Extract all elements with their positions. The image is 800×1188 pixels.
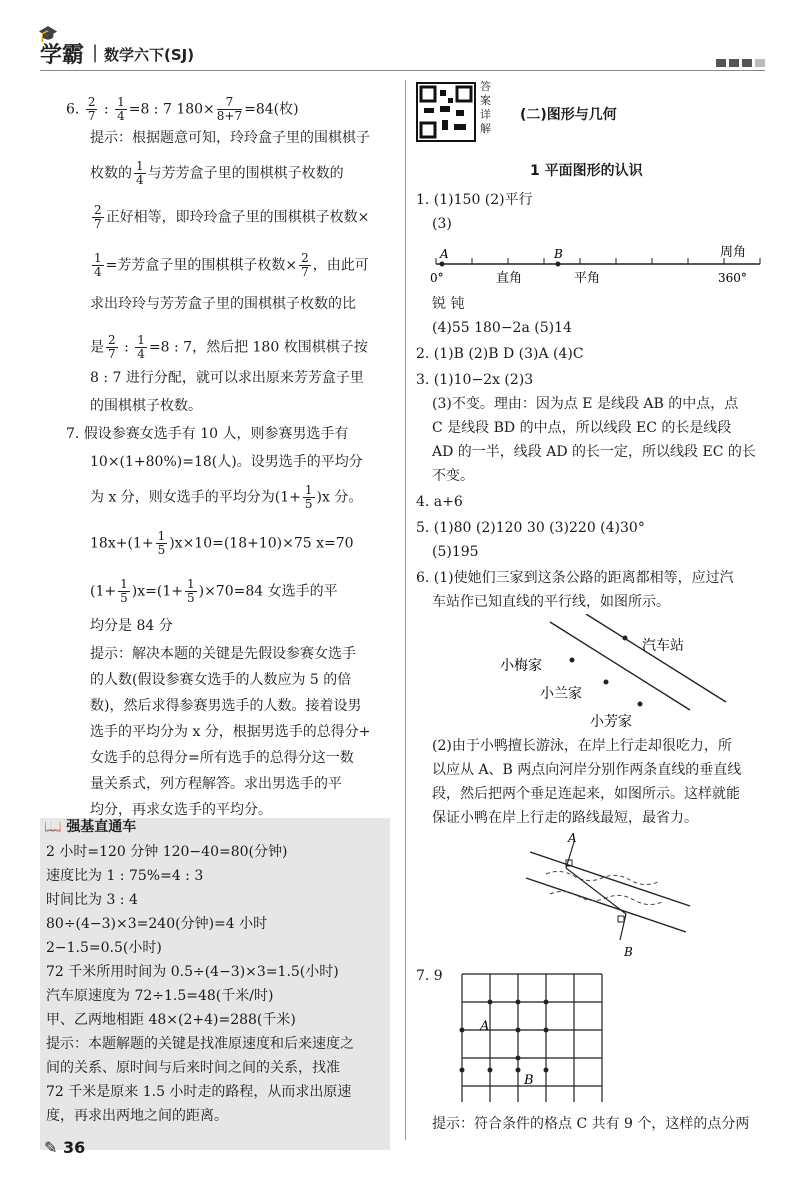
fraction: $\frac{7}{8+7}$ [216, 95, 243, 123]
point-bus [623, 636, 628, 641]
point-mei [570, 658, 575, 663]
hint-text: $\frac{1}{4}$ =芳芳盒子里的围棋棋子枚数× $\frac{2}{7}$ ，由此可 [94, 251, 369, 279]
answer-line: (4)55 180−2a (5)14 [432, 320, 572, 336]
hint-text: 量关系式，列方程解答。求出男选手的平 [90, 776, 342, 792]
svg-text:小梅家: 小梅家 [500, 658, 542, 674]
column-divider [405, 80, 406, 1140]
hint-text: 提示：解决本题的关键是先假设参赛女选手 [90, 646, 356, 662]
qr-code[interactable] [416, 82, 476, 142]
hint-text: 的人数(假设参赛女选手的人数应为 5 的倍 [90, 672, 352, 688]
svg-text:汽车站: 汽车站 [642, 638, 684, 654]
section-title: (二)图形与几何 [520, 107, 617, 123]
header-rule [40, 70, 765, 71]
grid-diagram [458, 970, 610, 1108]
answer-line: 4. a+6 [416, 494, 463, 510]
answer-line: (5)195 [432, 544, 479, 560]
box-line: 速度比为 1 : 75%=4 : 3 [46, 868, 204, 884]
answer-line: 保证小鸭在岸上行走的路线最短，最省力。 [432, 810, 698, 826]
qr-label: 答案详解 [480, 80, 491, 135]
header-separator: | [92, 42, 99, 63]
fraction: $\frac{2}{7}$ [87, 95, 96, 123]
hint-text: $\frac{2}{7}$ 正好相等，即玲玲盒子里的围棋棋子枚数× [94, 203, 370, 231]
box-line: 提示：本题解题的关键是找准原速度和后来速度之 [46, 1036, 354, 1052]
answer-line: 不变。 [432, 468, 474, 484]
hint-text: 求出玲玲与芳芳盒子里的围棋棋子枚数的比 [90, 296, 356, 312]
hint-text: 女选手的总得分=所有选手的总得分这一数 [90, 750, 354, 766]
box-title: 📖 强基直通车 [44, 819, 137, 835]
angle-number-line [420, 244, 780, 290]
point-lan [604, 680, 609, 685]
box-line: 时间比为 3 : 4 [46, 892, 138, 908]
q6-answer: 6. $\frac{2}{7}$ : $\frac{1}{4}$ =8 : 7 180× $\frac{7}{8+7}$ =84(枚) [66, 95, 299, 123]
hint-text: 均分，再求女选手的平均分。 [90, 802, 272, 818]
answer-line: 以应从 A、B 两点向河岸分别作两条直线的垂直线 [432, 762, 742, 778]
subsection-title: 1 平面图形的认识 [530, 163, 643, 179]
box-line: 间的关系、原时间与后来时间之间的关系，找准 [46, 1060, 340, 1076]
q7-line: 10×(1+80%)=18(人)。设男选手的平均分 [90, 454, 363, 470]
box-line: 72 千米是原来 1.5 小时走的路程，从而求出原速 [46, 1084, 352, 1100]
answer-line: (3)不变。理由：因为点 E 是线段 AB 的中点，点 [432, 396, 739, 412]
svg-text:小兰家: 小兰家 [540, 686, 582, 702]
hint-text: 是 $\frac{2}{7}$ : $\frac{1}{4}$ =8 : 7，然后把 180 枚围棋棋子按 [90, 333, 368, 361]
point-a [440, 262, 445, 267]
answer-line: 车站作已知直线的平行线，如图所示。 [432, 594, 670, 610]
svg-text:360°: 360° [718, 271, 747, 285]
graduation-cap-icon: 🎓 [38, 24, 58, 43]
box-line: 度，再求出两地之间的距离。 [46, 1108, 228, 1124]
box-line: 甲、乙两地相距 48×(2+4)=288(千米) [46, 1012, 296, 1028]
point-b [556, 262, 561, 267]
page-header [38, 24, 765, 68]
q7-line: 为 x 分，则女选手的平均分为(1+ $\frac{1}{5}$ )x 分。 [90, 483, 363, 511]
answer-line: 1. (1)150 (2)平行 [416, 192, 533, 208]
svg-text:B: B [554, 247, 563, 261]
box-line: 汽车原速度为 72÷1.5=48(千米/时) [46, 988, 274, 1004]
q7-line: 7. 假设参赛女选手有 10 人，则参赛男选手有 [66, 426, 349, 442]
answer-line: 5. (1)80 (2)120 30 (3)220 (4)30° [416, 520, 645, 536]
box-line: 72 千米所用时间为 0.5÷(4−3)×3=1.5(小时) [46, 964, 339, 980]
box-line: 2−1.5=0.5(小时) [46, 940, 162, 956]
svg-text:A: A [568, 831, 577, 845]
road-parallel-diagram [490, 614, 730, 732]
hint-text: 枚数的 $\frac{1}{4}$ 与芳芳盒子里的围棋棋子枚数的 [90, 159, 344, 187]
answer-line: 提示：符合条件的格点 C 共有 9 个，这样的点分两 [432, 1116, 750, 1132]
page-number: ✎ 36 [44, 1138, 86, 1157]
answer-line: 锐 钝 [432, 296, 465, 312]
answer-line: AD 的一半，线段 AD 的长一定，所以线段 EC 的长 [432, 444, 756, 460]
svg-text:B: B [624, 945, 633, 959]
box-line: 2 小时=120 分钟 120−40=80(分钟) [46, 844, 288, 860]
answer-line: (2)由于小鸭擅长游泳，在岸上行走却很吃力，所 [432, 738, 732, 754]
box-line: 80÷(4−3)×3=240(分钟)=4 小时 [46, 916, 268, 932]
hint-text: 8 : 7 进行分配，就可以求出原来芳芳盒子里 [90, 370, 364, 386]
fraction: $\frac{1}{4}$ [117, 95, 125, 123]
q7-line: 均分是 84 分 [90, 618, 173, 634]
answer-line: 6. (1)使她们三家到这条公路的距离都相等，应过汽 [416, 570, 734, 586]
answer-line: 3. (1)10−2x (2)3 [416, 372, 534, 388]
answer-line: (3) [432, 216, 452, 232]
svg-text:A: A [480, 1019, 490, 1034]
logo-text: 学霸 [40, 43, 85, 68]
answer-line: 7. 9 [416, 968, 443, 984]
river-diagram [520, 828, 700, 964]
svg-text:0°: 0° [430, 271, 444, 285]
header-decoration [713, 52, 765, 71]
answer-line: 2. (1)B (2)B D (3)A (4)C [416, 346, 584, 362]
svg-text:B: B [524, 1073, 534, 1088]
point-fang [638, 702, 643, 707]
hint-text: 数)，然后求得参赛男选手的人数。接着设男 [90, 698, 362, 714]
q7-line: (1+ $\frac{1}{5}$ )x=(1+ $\frac{1}{5}$ )×70=84 女选手的平 [90, 577, 338, 605]
book-title: 数学六下(SJ) [104, 46, 195, 64]
hint-text: 的围棋棋子枚数。 [90, 398, 202, 414]
svg-text:A: A [440, 247, 449, 261]
hint-text: 提示：根据题意可知，玲玲盒子里的围棋棋子 [90, 130, 370, 146]
svg-text:小芳家: 小芳家 [590, 714, 632, 730]
answer-line: 段，然后把两个垂足连起来，如图所示。这样就能 [432, 786, 740, 802]
answer-line: C 是线段 BD 的中点，所以线段 EC 的长是线段 [432, 420, 732, 436]
brand-logo [38, 24, 85, 69]
svg-text:周角: 周角 [720, 245, 747, 260]
svg-text:平角: 平角 [574, 271, 601, 286]
hint-text: 选手的平均分为 x 分，根据男选手的总得分+ [90, 724, 371, 740]
svg-text:直角: 直角 [496, 271, 523, 286]
q7-line: 18x+(1+ $\frac{1}{5}$ )x×10=(18+10)×75 x=70 [90, 529, 354, 557]
